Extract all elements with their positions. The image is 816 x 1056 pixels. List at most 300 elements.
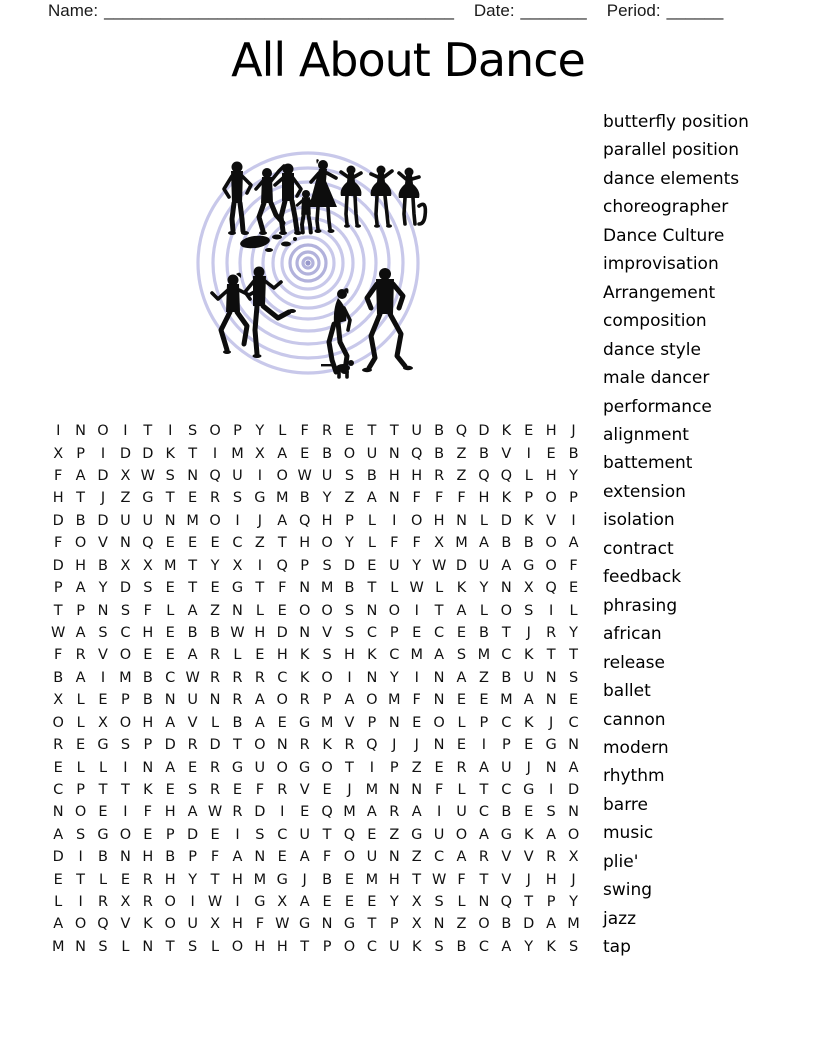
grid-cell: T bbox=[210, 871, 220, 888]
word-list-item: jazz bbox=[603, 908, 636, 929]
word-list-item: isolation bbox=[603, 510, 675, 531]
grid-cell: N bbox=[433, 916, 445, 933]
grid-cell: B bbox=[523, 535, 534, 552]
grid-cell: E bbox=[456, 625, 467, 641]
grid-cell: Q bbox=[343, 826, 356, 843]
grid-cell: O bbox=[119, 647, 132, 664]
grid-cell: O bbox=[254, 737, 266, 754]
grid-cell: R bbox=[97, 894, 109, 911]
grid-cell: I bbox=[414, 669, 419, 686]
grid-cell: E bbox=[165, 647, 175, 664]
grid-cell: N bbox=[209, 692, 221, 709]
grid-cell: A bbox=[53, 826, 64, 843]
word-list-item: music bbox=[603, 823, 654, 844]
grid-cell: A bbox=[187, 647, 198, 664]
grid-cell: M bbox=[388, 692, 401, 709]
grid-cell: Q bbox=[142, 535, 154, 552]
grid-cell: L bbox=[211, 714, 220, 731]
grid-cell: E bbox=[367, 826, 377, 843]
grid-cell: O bbox=[366, 692, 378, 709]
grid-cell: H bbox=[388, 468, 400, 485]
grid-cell: P bbox=[165, 826, 175, 843]
grid-cell: C bbox=[501, 647, 512, 664]
grid-cell: A bbox=[366, 490, 377, 507]
grid-cell: I bbox=[100, 445, 106, 462]
grid-cell: F bbox=[54, 535, 63, 552]
grid-cell: Z bbox=[456, 468, 467, 485]
grid-cell: E bbox=[277, 714, 287, 731]
grid-cell: A bbox=[546, 826, 557, 843]
grid-cell: N bbox=[545, 692, 557, 709]
grid-cell: W bbox=[207, 894, 223, 911]
grid-cell: T bbox=[345, 759, 354, 776]
grid-cell: Q bbox=[500, 894, 513, 911]
grid-cell: O bbox=[388, 602, 400, 619]
grid-cell: N bbox=[142, 759, 154, 776]
period-blank-line: ______ bbox=[666, 1, 724, 20]
grid-cell: F bbox=[322, 849, 332, 866]
grid-cell: H bbox=[254, 938, 266, 955]
grid-cell: Z bbox=[120, 490, 131, 507]
grid-cell: F bbox=[54, 647, 63, 664]
grid-cell: L bbox=[255, 602, 264, 619]
grid-cell: C bbox=[389, 647, 400, 664]
grid-cell: L bbox=[278, 423, 287, 440]
dancer-silhouette bbox=[362, 268, 413, 372]
grid-cell: S bbox=[143, 580, 153, 597]
grid-cell: C bbox=[53, 781, 64, 798]
grid-cell: O bbox=[74, 916, 87, 933]
grid-cell: S bbox=[188, 938, 198, 955]
grid-cell: V bbox=[501, 871, 512, 888]
grid-cell: B bbox=[501, 916, 512, 933]
grid-cell: G bbox=[276, 871, 288, 888]
grid-cell: E bbox=[344, 423, 355, 440]
grid-cell: O bbox=[231, 938, 244, 955]
grid-cell: E bbox=[255, 647, 265, 664]
grid-cell: M bbox=[500, 692, 513, 709]
grid-cell: T bbox=[277, 535, 287, 552]
grid-cell: E bbox=[568, 580, 579, 597]
grid-cell: U bbox=[187, 916, 198, 933]
grid-cell: K bbox=[143, 916, 153, 933]
grid-cell: E bbox=[344, 894, 355, 911]
grid-cell: B bbox=[322, 445, 333, 462]
grid-cell: S bbox=[546, 804, 556, 821]
grid-cell: M bbox=[410, 647, 423, 664]
grid-cell: A bbox=[254, 714, 265, 731]
grid-cell: J bbox=[392, 737, 397, 754]
grid-cell: U bbox=[478, 557, 490, 574]
grid-cell: W bbox=[431, 557, 447, 574]
grid-cell: P bbox=[389, 759, 399, 776]
grid-cell: S bbox=[568, 669, 579, 686]
grid-cell: B bbox=[366, 468, 377, 485]
grid-cell: E bbox=[120, 871, 130, 888]
grid-cell: R bbox=[478, 849, 489, 866]
grid-cell: N bbox=[254, 849, 266, 866]
grid-cell: V bbox=[523, 849, 534, 866]
grid-cell: D bbox=[276, 625, 288, 641]
grid-cell: V bbox=[344, 714, 355, 731]
grid-cell: X bbox=[210, 916, 221, 933]
grid-cell: O bbox=[321, 602, 333, 619]
grid-cell: N bbox=[164, 512, 176, 529]
grid-cell: D bbox=[52, 512, 64, 529]
grid-cell: H bbox=[388, 871, 400, 888]
grid-cell: B bbox=[501, 804, 512, 821]
grid-cell: P bbox=[389, 916, 399, 933]
grid-cell: T bbox=[367, 580, 377, 597]
grid-cell: A bbox=[254, 692, 265, 709]
grid-cell: Z bbox=[389, 826, 400, 843]
grid-cell: G bbox=[97, 826, 109, 843]
grid-cell: E bbox=[165, 580, 175, 597]
grid-cell: A bbox=[478, 826, 489, 843]
word-list-item: butterfly position bbox=[603, 112, 749, 132]
grid-cell: M bbox=[231, 445, 244, 462]
grid-cell: L bbox=[233, 647, 242, 664]
grid-cell: D bbox=[500, 512, 512, 529]
grid-cell: Q bbox=[366, 737, 378, 754]
grid-cell: E bbox=[412, 625, 422, 641]
grid-cell: F bbox=[569, 557, 578, 574]
grid-cell: T bbox=[546, 647, 556, 664]
grid-cell: J bbox=[571, 871, 576, 888]
grid-cell: E bbox=[322, 781, 332, 798]
grid-cell: F bbox=[255, 781, 265, 798]
grid-cell: O bbox=[500, 602, 513, 619]
grid-cell: N bbox=[478, 894, 490, 911]
grid-cell: X bbox=[53, 445, 64, 462]
grid-cell: B bbox=[344, 580, 355, 597]
grid-cell: S bbox=[456, 647, 467, 664]
grid-cell: P bbox=[188, 849, 198, 866]
grid-cell: O bbox=[119, 714, 132, 731]
grid-cell: G bbox=[411, 826, 423, 843]
grid-cell: I bbox=[526, 445, 531, 462]
grid-cell: D bbox=[119, 445, 131, 462]
grid-cell: E bbox=[367, 894, 377, 911]
grid-cell: A bbox=[277, 445, 288, 462]
grid-cell: R bbox=[299, 737, 310, 754]
grid-cell: U bbox=[388, 938, 400, 955]
grid-cell: S bbox=[188, 423, 198, 440]
grid-cell: S bbox=[344, 625, 355, 641]
grid-cell: P bbox=[367, 714, 377, 731]
grid-cell: E bbox=[434, 759, 444, 776]
grid-cell: G bbox=[299, 714, 311, 731]
grid-cell: R bbox=[187, 737, 198, 754]
grid-cell: D bbox=[97, 468, 109, 485]
grid-cell: O bbox=[545, 557, 557, 574]
grid-cell: I bbox=[481, 737, 487, 754]
grid-cell: E bbox=[98, 692, 108, 709]
grid-cell: D bbox=[142, 445, 154, 462]
grid-cell: X bbox=[53, 692, 64, 709]
grid-cell: F bbox=[434, 490, 444, 507]
grid-cell: B bbox=[501, 535, 512, 552]
grid-cell: T bbox=[76, 871, 86, 888]
grid-cell: L bbox=[479, 512, 488, 529]
grid-cell: T bbox=[367, 916, 377, 933]
grid-cell: O bbox=[298, 602, 311, 619]
grid-cell: A bbox=[232, 849, 243, 866]
grid-cell: F bbox=[434, 781, 444, 798]
grid-cell: C bbox=[478, 804, 489, 821]
grid-cell: H bbox=[321, 512, 333, 529]
grid-cell: H bbox=[52, 490, 64, 507]
word-list-item: tap bbox=[603, 937, 631, 958]
grid-cell: M bbox=[455, 535, 468, 552]
grid-cell: R bbox=[456, 759, 467, 776]
grid-cell: I bbox=[369, 759, 375, 776]
grid-cell: E bbox=[188, 535, 198, 552]
grid-cell: F bbox=[412, 490, 421, 507]
name-blank-line: _____________________________________ bbox=[104, 1, 454, 20]
grid-cell: F bbox=[412, 535, 421, 552]
grid-cell: U bbox=[187, 692, 198, 709]
grid-cell: K bbox=[523, 512, 534, 529]
grid-cell: I bbox=[78, 849, 83, 866]
grid-cell: G bbox=[231, 759, 244, 776]
grid-cell: O bbox=[52, 714, 64, 731]
grid-cell: P bbox=[53, 580, 63, 597]
grid-cell: R bbox=[232, 669, 243, 686]
grid-cell: X bbox=[120, 894, 131, 911]
grid-cell: S bbox=[434, 894, 444, 911]
grid-cell: Y bbox=[412, 557, 422, 574]
grid-cell: T bbox=[569, 647, 578, 664]
grid-cell: X bbox=[411, 894, 422, 911]
grid-cell: R bbox=[434, 468, 445, 485]
grid-cell: E bbox=[76, 737, 86, 754]
grid-cell: O bbox=[545, 490, 557, 507]
grid-cell: L bbox=[435, 580, 444, 597]
grid-cell: N bbox=[568, 737, 579, 754]
grid-cell: N bbox=[75, 938, 87, 955]
grid-cell: O bbox=[97, 423, 109, 440]
grid-cell: D bbox=[523, 916, 535, 933]
grid-cell: O bbox=[343, 938, 356, 955]
grid-cell: N bbox=[299, 625, 311, 641]
grid-cell: T bbox=[479, 871, 489, 888]
grid-cell: G bbox=[299, 916, 311, 933]
grid-cell: U bbox=[501, 759, 512, 776]
grid-cell: X bbox=[523, 580, 534, 597]
grid-cell: J bbox=[549, 714, 554, 731]
grid-cell: N bbox=[97, 602, 109, 619]
grid-cell: M bbox=[253, 871, 267, 888]
grid-cell: A bbox=[501, 557, 512, 574]
grid-cell: N bbox=[366, 602, 378, 619]
grid-cell: B bbox=[98, 557, 108, 574]
grid-cell: I bbox=[257, 557, 262, 574]
grid-cell: T bbox=[524, 894, 534, 911]
grid-cell: B bbox=[568, 445, 579, 462]
grid-cell: H bbox=[142, 625, 154, 641]
grid-cell: U bbox=[254, 759, 266, 776]
grid-cell: G bbox=[254, 894, 266, 911]
grid-cell: T bbox=[188, 445, 198, 462]
grid-cell: M bbox=[343, 804, 356, 821]
grid-cell: F bbox=[143, 602, 152, 619]
grid-cell: R bbox=[254, 669, 265, 686]
grid-cell: S bbox=[76, 826, 86, 843]
grid-cell: Z bbox=[344, 490, 355, 507]
grid-cell: A bbox=[478, 535, 489, 552]
grid-cell: O bbox=[321, 759, 333, 776]
grid-cell: T bbox=[255, 580, 265, 597]
grid-cell: F bbox=[278, 580, 287, 597]
grid-cell: Y bbox=[524, 938, 534, 955]
grid-cell: I bbox=[212, 445, 218, 462]
grid-cell: N bbox=[321, 916, 333, 933]
grid-cell: S bbox=[98, 625, 108, 641]
grid-cell: I bbox=[56, 423, 61, 440]
grid-cell: V bbox=[98, 535, 108, 552]
grid-cell: E bbox=[210, 826, 220, 843]
grid-cell: V bbox=[187, 714, 198, 731]
grid-cell: E bbox=[456, 692, 467, 709]
word-list-item: choreographer bbox=[603, 197, 729, 218]
grid-cell: P bbox=[322, 692, 332, 709]
grid-cell: S bbox=[322, 557, 332, 574]
grid-cell: I bbox=[280, 804, 285, 821]
grid-cell: Z bbox=[411, 759, 422, 776]
date-label: Date: bbox=[473, 1, 515, 20]
grid-cell: R bbox=[142, 894, 153, 911]
grid-cell: C bbox=[434, 625, 445, 641]
word-list-item: Arrangement bbox=[603, 282, 716, 303]
grid-cell: W bbox=[297, 468, 312, 485]
grid-cell: C bbox=[501, 714, 512, 731]
grid-cell: O bbox=[276, 759, 288, 776]
grid-cell: K bbox=[299, 669, 310, 686]
grid-cell: C bbox=[277, 669, 288, 686]
grid-cell: E bbox=[53, 871, 63, 888]
grid-cell: R bbox=[232, 692, 243, 709]
grid-cell: I bbox=[100, 669, 106, 686]
grid-cell: P bbox=[233, 423, 242, 440]
grid-cell: R bbox=[75, 647, 86, 664]
grid-cell: Y bbox=[345, 535, 354, 552]
grid-cell: N bbox=[75, 423, 87, 440]
grid-cell: M bbox=[186, 512, 199, 529]
grid-cell: U bbox=[120, 512, 131, 529]
grid-cell: P bbox=[524, 490, 534, 507]
grid-cell: P bbox=[143, 737, 153, 754]
grid-cell: S bbox=[524, 602, 534, 619]
grid-cell: V bbox=[322, 625, 333, 641]
grid-cell: U bbox=[142, 512, 154, 529]
grid-cell: A bbox=[456, 669, 467, 686]
grid-cell: P bbox=[345, 512, 354, 529]
grid-cell: W bbox=[185, 669, 200, 686]
grid-cell: U bbox=[388, 557, 400, 574]
grid-cell: G bbox=[254, 490, 266, 507]
grid-cell: E bbox=[322, 894, 332, 911]
grid-cell: T bbox=[389, 423, 399, 440]
grid-cell: X bbox=[98, 714, 108, 731]
grid-cell: B bbox=[478, 625, 489, 641]
grid-cell: C bbox=[165, 669, 176, 686]
grid-cell: O bbox=[321, 535, 333, 552]
grid-cell: H bbox=[142, 714, 154, 731]
grid-cell: F bbox=[210, 849, 220, 866]
word-list-item: composition bbox=[603, 311, 707, 332]
grid-cell: H bbox=[545, 871, 557, 888]
grid-cell: O bbox=[433, 714, 445, 731]
word-list bbox=[603, 108, 749, 962]
grid-cell: N bbox=[119, 849, 131, 866]
page-title: All About Dance bbox=[231, 33, 585, 87]
grid-cell: B bbox=[478, 445, 489, 462]
grid-cell: H bbox=[254, 625, 266, 641]
grid-cell: I bbox=[436, 804, 442, 821]
grid-cell: P bbox=[121, 692, 130, 709]
grid-cell: J bbox=[526, 871, 531, 888]
grid-cell: E bbox=[568, 692, 579, 709]
grid-cell: E bbox=[300, 445, 310, 462]
grid-cell: K bbox=[523, 826, 534, 843]
grid-cell: T bbox=[53, 602, 63, 619]
grid-cell: L bbox=[76, 759, 85, 776]
grid-cell: A bbox=[456, 849, 467, 866]
grid-cell: B bbox=[53, 669, 64, 686]
grid-cell: T bbox=[76, 490, 86, 507]
grid-cell: H bbox=[164, 804, 176, 821]
word-list-item: Dance Culture bbox=[603, 225, 725, 246]
grid-cell: O bbox=[478, 916, 490, 933]
grid-cell: P bbox=[76, 602, 85, 619]
dancers-illustration bbox=[195, 140, 445, 390]
worksheet-header bbox=[48, 1, 723, 21]
grid-cell: C bbox=[120, 625, 131, 641]
grid-cell: E bbox=[524, 804, 534, 821]
grid-cell: I bbox=[123, 804, 128, 821]
grid-cell: R bbox=[53, 737, 64, 754]
grid-cell: A bbox=[75, 669, 86, 686]
grid-cell: B bbox=[210, 625, 221, 641]
word-search-grid bbox=[47, 420, 585, 958]
grid-cell: N bbox=[276, 737, 288, 754]
grid-cell: G bbox=[500, 826, 512, 843]
grid-cell: K bbox=[456, 580, 467, 597]
grid-cell: A bbox=[568, 535, 579, 552]
grid-cell: E bbox=[165, 535, 175, 552]
grid-cell: A bbox=[568, 759, 579, 776]
grid-cell: E bbox=[300, 804, 310, 821]
grid-cell: I bbox=[571, 512, 576, 529]
grid-cell: H bbox=[411, 468, 423, 485]
grid-cell: O bbox=[119, 826, 132, 843]
grid-cell: U bbox=[433, 826, 445, 843]
swing-dancers-clipart-icon bbox=[195, 140, 445, 390]
grid-cell: R bbox=[210, 759, 221, 776]
grid-cell: E bbox=[53, 759, 63, 776]
grid-cell: O bbox=[209, 423, 221, 440]
grid-cell: Q bbox=[209, 468, 221, 485]
grid-cell: O bbox=[343, 849, 356, 866]
grid-cell: V bbox=[120, 916, 131, 933]
grid-cell: V bbox=[501, 445, 512, 462]
grid-cell: S bbox=[322, 647, 332, 664]
grid-cell: U bbox=[456, 804, 467, 821]
grid-cell: G bbox=[523, 781, 535, 798]
grid-cell: E bbox=[143, 647, 153, 664]
grid-cell: B bbox=[187, 625, 198, 641]
